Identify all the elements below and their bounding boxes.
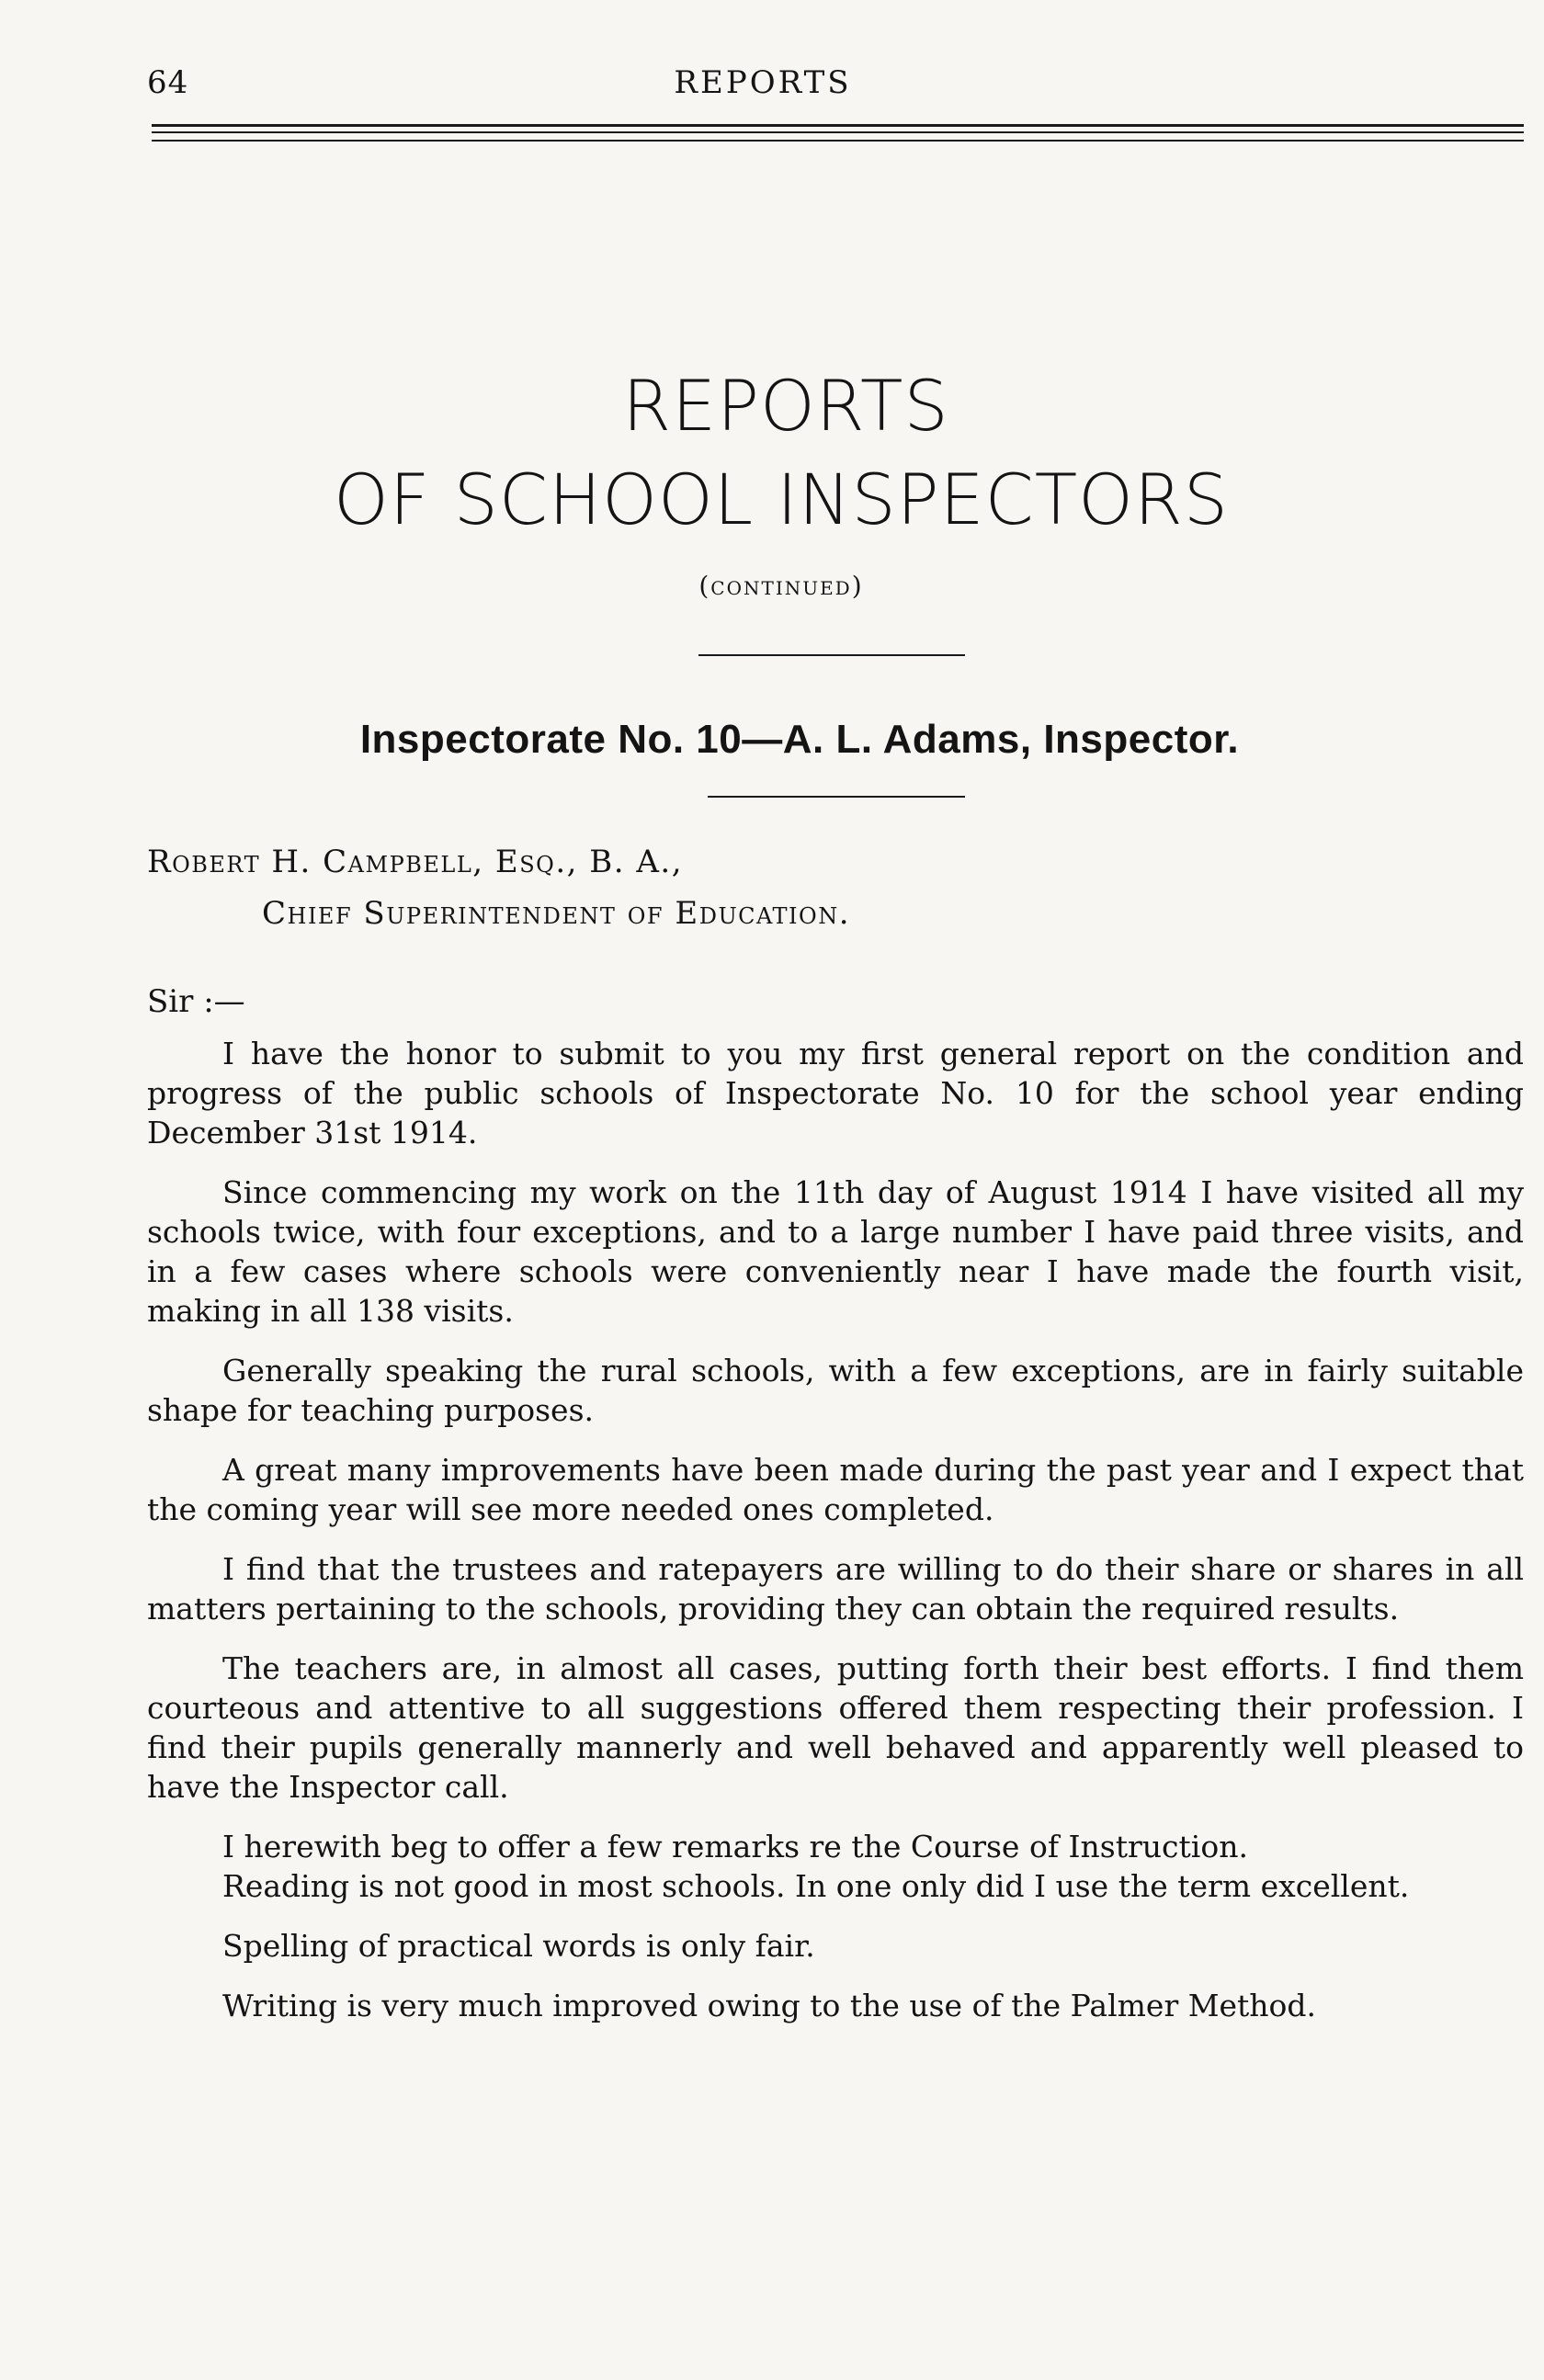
report-body	[147, 1034, 1524, 2046]
inspectorate-heading: Inspectorate No. 10—A. L. Adams, Inspector.	[359, 717, 1240, 762]
paragraph: Since commencing my work on the 11th day of August 1914 I have visited all my schools twice, with four exceptions, and to a large number I have paid three visits, and in a few cases where schools were conveniently near I have made the fourth visit, making in all 138 visits.	[147, 1174, 1524, 1329]
salutation: Sir :—	[147, 983, 245, 1020]
header-rule	[152, 124, 1524, 133]
paragraph: A great many improvements have been made during the past year and I expect that the coming year will see more needed ones completed.	[147, 1452, 1524, 1527]
running-head	[147, 64, 1526, 110]
paragraph: I herewith beg to offer a few remarks re the Course of Instruction.	[222, 1829, 1248, 1864]
paragraph: Writing is very much improved owing to the use of the Palmer Method.	[222, 1988, 1317, 2023]
continued-label: (continued)	[698, 571, 864, 602]
main-title	[0, 365, 1544, 540]
addressee-title: Chief Superintendent of Education.	[262, 895, 851, 932]
paragraph: The teachers are, in almost all cases, putting forth their best efforts. I find them courteous and attentive to all suggestions offered them respecting their profession. I find their pupils generally mannerly and well behaved and apparently well pleased to have the Inspector call.	[147, 1650, 1524, 1805]
main-title-line-1: REPORTS	[622, 365, 949, 447]
subheading-divider	[708, 796, 965, 798]
title-block	[0, 365, 1544, 602]
paragraph: I find that the trustees and ratepayers are willing to do their share or shares in all matters pertaining to the schools, providing they can obtain the required results.	[147, 1551, 1524, 1626]
paragraph: I have the honor to submit to you my first general report on the condition and progress of the public schools of Inspectorate No. 10 for the school year ending December 31st 1914.	[147, 1036, 1524, 1150]
paragraph: Reading is not good in most schools. In one only did I use the term excellent.	[222, 1868, 1410, 1904]
title-divider	[698, 654, 965, 656]
addressee-name: Robert H. Campbell, Esq., B. A.,	[147, 844, 684, 880]
main-title-line-2: OF SCHOOL INSPECTORS	[333, 458, 1229, 540]
paragraph: Spelling of practical words is only fair.	[222, 1928, 815, 1964]
header-rule-lower	[152, 140, 1524, 142]
addressee-block	[147, 844, 850, 932]
page-number: 64	[147, 64, 189, 101]
paragraph: Generally speaking the rural schools, with a few exceptions, are in fairly suitable shape for teaching purposes.	[147, 1353, 1524, 1428]
running-title: REPORTS	[674, 64, 852, 101]
